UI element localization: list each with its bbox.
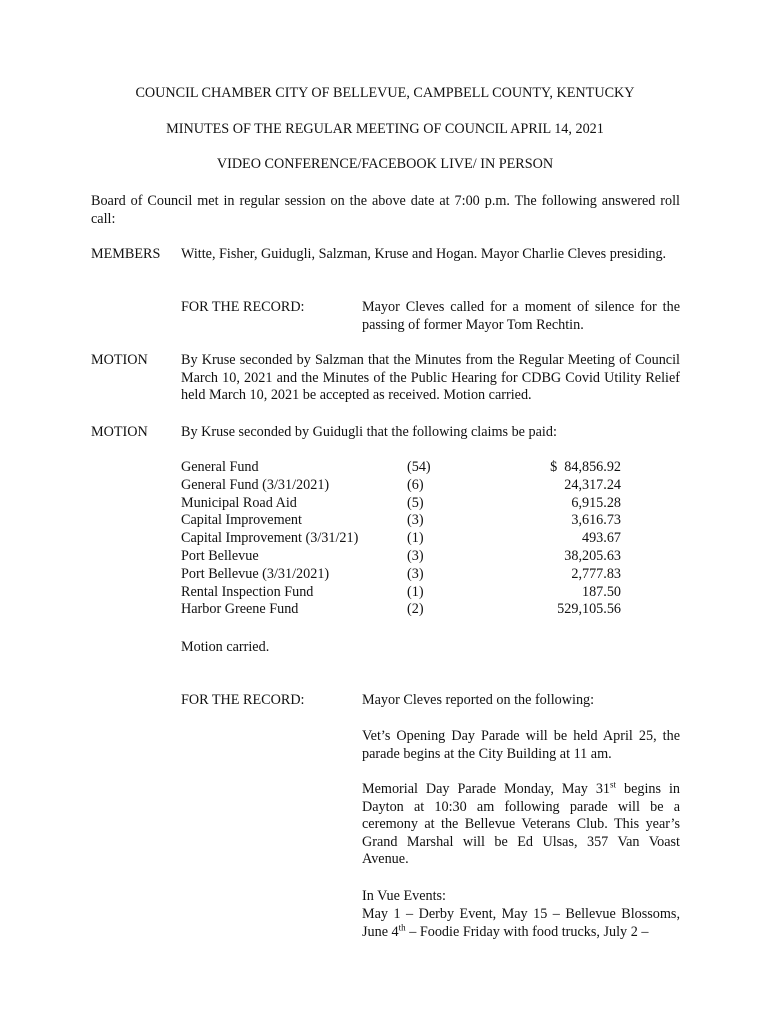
- members-label: MEMBERS: [91, 246, 161, 262]
- claim-count: (3): [407, 512, 424, 529]
- claim-count: (54): [407, 459, 431, 475]
- claim-name: Harbor Greene Fund: [181, 601, 299, 618]
- report-paragraph-parade: Vet’s Opening Day Parade will be held April 25, the parade begins at the City Building at 11 am.: [362, 728, 680, 762]
- motion-text-2: By Kruse seconded by Guidugli that the following claims be paid:: [181, 424, 557, 440]
- header-line-2: MINUTES OF THE REGULAR MEETING OF COUNCIL APRIL 14, 2021: [166, 121, 604, 137]
- claim-amount: $ 84,856.92: [550, 459, 621, 475]
- claim-name: Municipal Road Aid: [181, 494, 297, 511]
- memorial-text-a: Memorial Day Parade Monday, May 31: [362, 781, 611, 797]
- table-row: [181, 601, 621, 619]
- claim-count: (1): [407, 530, 424, 547]
- header-line-1: COUNCIL CHAMBER CITY OF BELLEVUE, CAMPBELL COUNTY, KENTUCKY: [135, 85, 635, 101]
- claim-amount: 6,915.28: [571, 494, 621, 511]
- report-paragraph-memorial-day: [362, 781, 680, 869]
- table-row: [181, 530, 621, 548]
- record-label-2: FOR THE RECORD:: [181, 692, 305, 708]
- claim-amount: 38,205.63: [564, 547, 621, 564]
- claim-count: (3): [407, 565, 424, 582]
- claims-table: [181, 459, 621, 619]
- memorial-text-b: begins in Dayton at 10:30 am following parade will be a ceremony at the Bellevue Veterans Club. This year’s Grand Marshal will be Ed Ulsas, 357 Van Voast Avenue.: [362, 781, 680, 868]
- claim-name: General Fund (3/31/2021): [181, 476, 330, 493]
- claim-amount: 187.50: [581, 583, 621, 600]
- claim-name: Port Bellevue: [181, 547, 259, 564]
- table-row: [181, 512, 621, 530]
- table-row: [181, 495, 621, 513]
- claim-name: General Fund: [181, 459, 259, 475]
- claim-amount: 24,317.24: [564, 476, 621, 493]
- claim-name: Capital Improvement: [181, 512, 302, 529]
- claim-count: (3): [407, 547, 424, 564]
- motion-label-1: MOTION: [91, 352, 148, 368]
- intro-paragraph: Board of Council met in regular session on the above date at 7:00 p.m. The following answered roll call:: [91, 193, 680, 227]
- motion-result: Motion carried.: [181, 639, 270, 655]
- header-line-3: VIDEO CONFERENCE/FACEBOOK LIVE/ IN PERSON: [216, 156, 554, 172]
- table-row: [181, 477, 621, 495]
- table-row: [181, 459, 621, 477]
- claim-count: (1): [407, 583, 424, 600]
- claim-name: Capital Improvement (3/31/21): [181, 530, 359, 547]
- motion-label-2: MOTION: [91, 424, 148, 440]
- table-row: [181, 566, 621, 584]
- motion-text-1: By Kruse seconded by Salzman that the Minutes from the Regular Meeting of Council March 10, 2021 and the Minutes of the Public Hearing for CDBG Covid Utility Relief held March 10, 2021 be accepted as received. Motion carried.: [181, 352, 680, 404]
- members-text: Witte, Fisher, Guidugli, Salzman, Kruse and Hogan. Mayor Charlie Cleves presiding.: [181, 246, 667, 262]
- events-sup: th: [398, 921, 406, 932]
- record-label-1: FOR THE RECORD:: [181, 299, 305, 315]
- claim-amount: 493.67: [581, 530, 621, 547]
- claim-count: (2): [407, 601, 424, 618]
- events-text-a: May 1 – Derby Event, May 15 – Bellevue Blossoms, June 4: [362, 906, 680, 940]
- claim-count: (5): [407, 494, 424, 511]
- memorial-sup: st: [610, 779, 617, 790]
- claim-name: Port Bellevue (3/31/2021): [181, 565, 330, 582]
- table-row: [181, 584, 621, 602]
- claim-amount: 529,105.56: [557, 601, 621, 618]
- claim-amount: 2,777.83: [571, 565, 621, 582]
- record-text-1: Mayor Cleves called for a moment of silence for the passing of former Mayor Tom Rechtin.: [362, 299, 680, 333]
- claim-count: (6): [407, 476, 424, 493]
- events-title: In Vue Events:: [362, 888, 446, 904]
- record-text-2: Mayor Cleves reported on the following:: [362, 692, 595, 708]
- claim-name: Rental Inspection Fund: [181, 583, 314, 600]
- claim-amount: 3,616.73: [571, 512, 621, 529]
- events-text-b: – Foodie Friday with food trucks, July 2 –: [405, 923, 649, 940]
- events-paragraph: [362, 906, 680, 941]
- table-row: [181, 548, 621, 566]
